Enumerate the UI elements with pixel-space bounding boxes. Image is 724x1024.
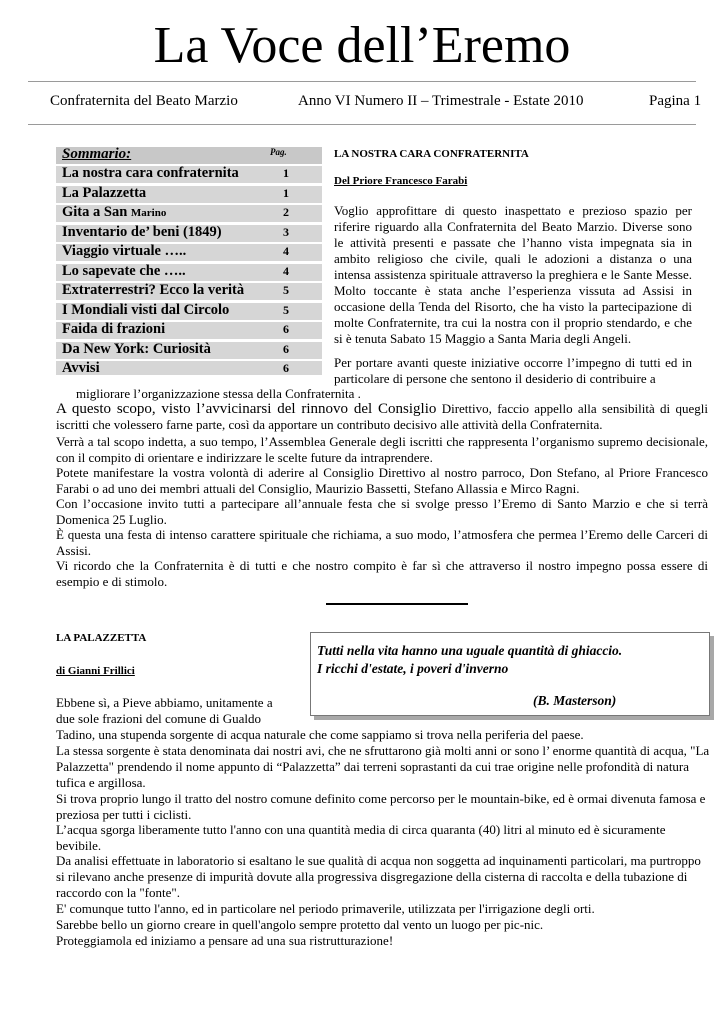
- article-title: LA NOSTRA CARA CONFRATERNITA: [334, 148, 529, 160]
- toc-item: [56, 166, 322, 183]
- organization-name: Confraternita del Beato Marzio: [50, 93, 238, 109]
- article-byline: di Gianni Frillici: [56, 665, 135, 677]
- article-paragraph-line: due sole frazioni del comune di Gualdo: [56, 711, 262, 726]
- toc-item: [56, 303, 322, 320]
- toc-item: [56, 186, 322, 203]
- toc-item-label: Extraterrestri? Ecco la verità: [62, 282, 245, 298]
- toc-item-label-main: Gita a San: [62, 204, 131, 220]
- toc-item: [56, 244, 322, 261]
- toc-item: [56, 283, 322, 300]
- article-paragraph-line: Tadino, una stupenda sorgente di acqua naturale che come sappiamo si trova nella periferia del paese.: [56, 727, 584, 742]
- toc-item: [56, 225, 322, 242]
- toc-item-page: 3: [283, 224, 289, 239]
- article-paragraph: Con l’occasione invito tutti a partecipare all’annuale festa che si svolge presso l’Eremo di Santo Marzio e che si terrà Domenica 25 Luglio.: [56, 496, 708, 527]
- toc-item: [56, 264, 322, 281]
- newsletter-title: La Voce dell’Eremo: [153, 17, 571, 74]
- toc-item: [56, 322, 322, 339]
- toc-item: [56, 342, 322, 359]
- section-separator: [326, 603, 468, 605]
- toc-item-page: 4: [283, 263, 289, 278]
- toc-item-label: I Mondiali visti dal Circolo: [62, 301, 230, 318]
- toc-item-page: 5: [283, 302, 289, 317]
- article-paragraph: Proteggiamola ed iniziamo a pensare ad una sua ristrutturazione!: [56, 933, 394, 948]
- article-byline: Del Priore Francesco Farabi: [334, 175, 468, 187]
- article-paragraph: Potete manifestare la vostra volontà di aderire al Consiglio Direttivo al nostro parroco, Don Stefano, al Priore Francesco Farabi o ad uno dei membri attuali del Consiglio, Maurizio Bassetti, Stefano Allassia e Mirco Ragni.: [56, 465, 708, 496]
- page-number: Pagina 1: [649, 93, 702, 109]
- article-paragraph-line: Ebbene sì, a Pieve abbiamo, unitamente a: [56, 695, 273, 710]
- toc-page-column-label: Pag.: [270, 147, 287, 157]
- article-paragraph: [56, 401, 708, 433]
- article-paragraph: Per portare avanti queste iniziative occorre l’impegno di tutti ed in particolare di persone che sentono il desiderio di contribuire a: [334, 355, 692, 386]
- issue-info: Anno VI Numero II – Trimestrale - Estate 2010: [298, 93, 584, 109]
- toc-title: Sommario:: [62, 146, 132, 162]
- toc-item-page: 4: [283, 244, 289, 258]
- header-rule-top: [28, 81, 696, 82]
- paragraph-lead: A questo scopo, visto l’avvicinarsi del rinnovo del Consiglio: [56, 401, 437, 417]
- article-paragraph: L’acqua sgorga liberamente tutto l'anno con una quantità media di circa quaranta (40) litri al minuto ed è sicuramente bevibile.: [56, 822, 666, 853]
- quote-line: Tutti nella vita hanno una uguale quantità di ghiaccio.: [317, 643, 623, 658]
- article-paragraph: Vi ricordo che la Confraternita è di tutti e che nostro compito è far sì che attraverso il nostro impegno possa essere di esempio e di stimolo.: [56, 558, 708, 589]
- toc-item: [56, 361, 322, 375]
- toc-item-label: Faida di frazioni: [62, 321, 166, 337]
- article-paragraph: Verrà a tal scopo indetta, a suo tempo, l’Assemblea Generale degli iscritti che rappresenta l’organismo supremo decisionale, con il compito di orientare e indirizzare le scelte future da intraprendere.: [56, 434, 708, 465]
- toc-item-label-small: Marino: [130, 207, 167, 219]
- paragraph-text: Direttivo, faccio appello alla sensibilità di quegli iscritti che volessero farne parte, così da apportare un contributo decisivo alle attività della Confraternita.: [56, 401, 708, 432]
- toc-item-label: [62, 204, 166, 221]
- article-paragraph: Da analisi effettuate in laboratorio si esaltano le sue qualità di acqua non soggetta ad inquinamenti particolari, ma purtroppo si rilevano anche presenze di impurità dovute alla progressiva disgregazione della cisterna di raccolta e della tubazione di raccordo con la "fonte".: [56, 853, 701, 900]
- toc-item-page: 6: [283, 322, 289, 336]
- quote-box: [310, 632, 710, 716]
- toc-item: [56, 205, 322, 222]
- header-rule-bottom: [28, 124, 696, 125]
- toc-item-label: La Palazzetta: [62, 184, 147, 201]
- toc-item-page: 2: [283, 205, 289, 219]
- toc-item-page: 6: [283, 341, 289, 356]
- toc-item-label: La nostra cara confraternita: [62, 165, 239, 181]
- article-paragraph: E' comunque tutto l'anno, ed in particolare nel periodo primaverile, utilizzata per l'irrigazione degli orti.: [56, 901, 595, 916]
- toc-header: [56, 147, 322, 164]
- toc-item-label: Da New York: Curiosità: [62, 340, 211, 357]
- table-of-contents: [56, 147, 322, 375]
- toc-item-label: Lo sapevate che …..: [62, 262, 186, 279]
- toc-item-page: 1: [283, 166, 289, 180]
- article-paragraph: La stessa sorgente è stata denominata dai nostri avi, che ne sfruttarono già molti anni or sono l’ enorme quantità di acqua, "La Palazzetta" prendendo il nome appunto di “Palazzetta” dai terreni soprastanti da cui trae origine nelle profondità di natura tufica e argillosa.: [56, 743, 710, 790]
- quote-author: (B. Masterson): [533, 693, 617, 708]
- toc-item-page: 5: [283, 283, 289, 297]
- toc-item-label: Inventario de’ beni (1849): [62, 223, 222, 240]
- toc-item-page: 1: [283, 185, 289, 200]
- toc-item-label: Viaggio virtuale …..: [62, 243, 187, 259]
- toc-item-page: 6: [283, 361, 289, 375]
- article-paragraph: Voglio approfittare di questo inaspettato e prezioso spazio per riferire riguardo alla Confraternita del Beato Marzio. Diverse sono le attività presenti e passate che l’hanno vista impegnata sia in ambito religioso che civile, quali le adozioni a distanza o una intensa assistenza spirituale attraverso la preghiera e le Sante Messe. Molto toccante è stata anche l’esperienza vissuta ad Assisi in occasione della Tenda del Risorto, che ha visto la partecipazione di molte Confraternite, tra cui la nostra con il proprio stendardo, e che si è tenuta Sabato 15 Maggio a Santa Maria degli Angeli.: [334, 203, 692, 346]
- article-paragraph-continuation: migliorare l’organizzazione stessa della Confraternita .: [76, 386, 361, 401]
- quote-line: I ricchi d'estate, i poveri d'inverno: [317, 661, 509, 676]
- toc-item-label: Avvisi: [62, 360, 100, 376]
- article-paragraph: È questa una festa di intenso carattere spirituale che richiama, a suo modo, l’atmosfera che permea l’Eremo delle Carceri di Assisi.: [56, 527, 708, 558]
- article-paragraph: Sarebbe bello un giorno creare in quell'angolo sempre protetto dal vento un luogo per pic-nic.: [56, 917, 544, 932]
- article-paragraph: Si trova proprio lungo il tratto del nostro comune definito come percorso per le mountain-bike, ed è ormai divenuta famosa e preziosa per tutti i ciclisti.: [56, 791, 706, 822]
- article-title: LA PALAZZETTA: [56, 632, 147, 644]
